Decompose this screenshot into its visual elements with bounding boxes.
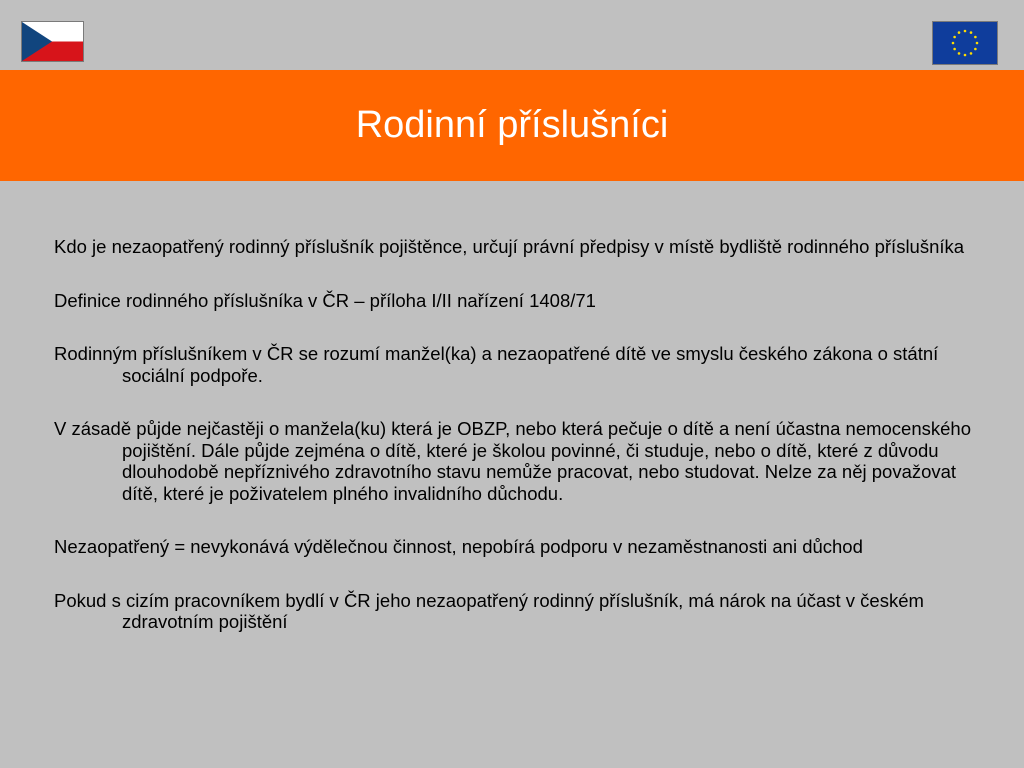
- eu-star-icon: [970, 31, 973, 34]
- eu-star-icon: [953, 36, 956, 39]
- paragraph-4: V zásadě půjde nejčastěji o manžela(ku) která je OBZP, nebo která pečuje o dítě a není účastna nemocenského pojištění. Dále půjde zejména o dítě, které je školou povinné, či studuje, nebo o dítě, které z důvodu dlouhodobě nepříznivého zdravotního stavu nemůže pracovat, nebo studovat. Nelze za něj považovat dítě, které je poživatelem plného invalidního důchodu.: [54, 418, 971, 504]
- eu-star-icon: [970, 52, 973, 55]
- czech-flag-graphic: [22, 22, 83, 61]
- eu-star-icon: [974, 48, 977, 51]
- paragraph-2: Definice rodinného příslušníka v ČR – příloha I/II nařízení 1408/71: [54, 289, 596, 311]
- eu-star-icon: [974, 36, 977, 39]
- czech-flag-icon: [21, 21, 84, 62]
- paragraph-3: Rodinným příslušníkem v ČR se rozumí manžel(ka) a nezaopatřené dítě ve smyslu českého zákona o státní sociální podpoře.: [54, 343, 939, 386]
- paragraph-6: Pokud s cizím pracovníkem bydlí v ČR jeho nezaopatřený rodinný příslušník, má nárok na účast v českém zdravotním pojištění: [54, 589, 924, 632]
- eu-star-icon: [964, 30, 967, 33]
- eu-flag-graphic: [933, 22, 997, 64]
- title-bar: [0, 70, 1024, 181]
- paragraph-5: Nezaopatřený = nevykonává výdělečnou činnost, nepobírá podporu v nezaměstnanosti ani důchod: [54, 536, 863, 557]
- eu-star-icon: [958, 31, 961, 34]
- slide-title: Rodinní příslušníci: [355, 104, 669, 146]
- eu-flag-icon: [932, 21, 998, 65]
- eu-star-icon: [958, 52, 961, 55]
- slide-content: [54, 236, 990, 665]
- paragraph-1: Kdo je nezaopatřený rodinný příslušník pojištěnce, určují právní předpisy v místě bydliště rodinného příslušníka: [54, 236, 965, 257]
- eu-star-icon: [952, 42, 955, 45]
- eu-star-icon: [953, 48, 956, 51]
- eu-star-icon: [964, 54, 967, 57]
- eu-star-icon: [976, 42, 979, 45]
- eu-flag-field: [933, 22, 997, 64]
